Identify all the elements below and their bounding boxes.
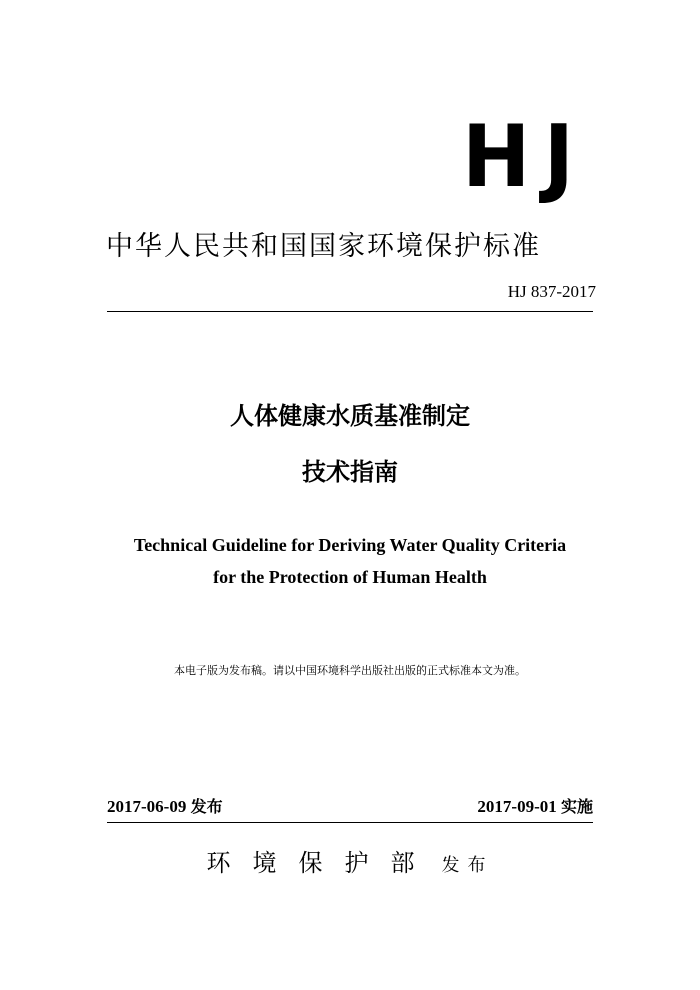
effective-label: 实施 bbox=[560, 797, 593, 816]
issuer-block bbox=[0, 843, 700, 878]
footer-divider bbox=[107, 822, 593, 823]
issue-date: 2017-06-09 bbox=[107, 797, 187, 816]
cn-title-line-1: 人体健康水质基准制定 bbox=[230, 402, 470, 430]
issue-date-block bbox=[107, 794, 223, 817]
org-title: 中华人民共和国国家环境保护标准 bbox=[106, 231, 541, 262]
effective-date-block bbox=[477, 794, 593, 817]
issue-label: 发布 bbox=[190, 797, 223, 816]
electronic-version-notice: 本电子版为发布稿。请以中国环境科学出版社出版的正式标准本文为准。 bbox=[174, 664, 526, 677]
issuer-department: 环境保护部 bbox=[206, 849, 437, 877]
hj-logo: HJ bbox=[462, 107, 588, 207]
effective-date: 2017-09-01 bbox=[477, 797, 557, 816]
en-title-line-2: for the Protection of Human Health bbox=[213, 567, 487, 587]
cn-title-line-2: 技术指南 bbox=[302, 458, 398, 486]
issuer-action: 发布 bbox=[441, 855, 494, 876]
header-divider bbox=[107, 311, 593, 312]
standard-number: HJ 837-2017 bbox=[507, 282, 596, 301]
en-title-line-1: Technical Guideline for Deriving Water Quality Criteria bbox=[133, 535, 567, 555]
